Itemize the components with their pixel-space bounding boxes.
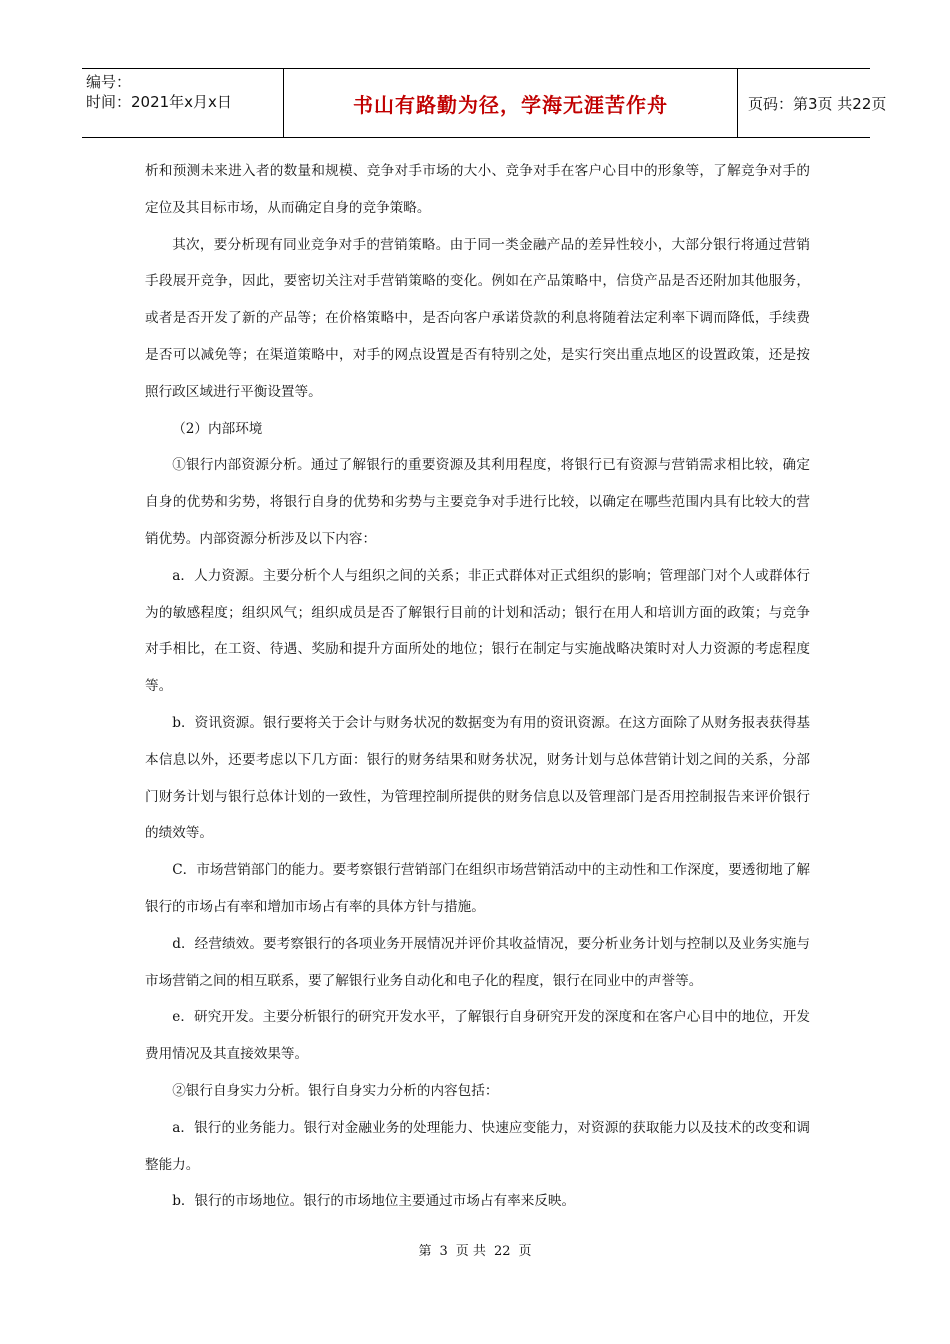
page-header xyxy=(82,68,887,138)
header-motto-cell xyxy=(284,69,738,137)
header-motto: 书山有路勤为径，学海无涯苦作舟 xyxy=(353,92,668,117)
document-date: 时间：2021年x月x日 xyxy=(86,93,232,111)
page-footer xyxy=(0,1240,950,1259)
body-paragraph: a．银行的业务能力。银行对金融业务的处理能力、快速应变能力，对资源的获取能力以及技术的改变和调整能力。 xyxy=(145,1119,810,1173)
body-paragraph: b．资讯资源。银行要将关于会计与财务状况的数据变为有用的资讯资源。在这方面除了从财务报表获得基本信息以外，还要考虑以下几方面：银行的财务结果和财务状况，财务计划与总体营销计划之间的关系，分部门财务计划与银行总体计划的一致性，为管理控制所提供的财务信息以及管理部门是否用控制报告来评价银行的绩效等。 xyxy=(145,714,810,842)
document-number-label: 编号： xyxy=(86,73,132,91)
section-heading: （2）内部环境 xyxy=(172,420,263,437)
body-paragraph: d．经营绩效。要考察银行的各项业务开展情况并评价其收益情况，要分析业务计划与控制以及业务实施与市场营销之间的相互联系，要了解银行业务自动化和电子化的程度，银行在同业中的声誉等。 xyxy=(145,935,810,989)
body-paragraph: 析和预测未来进入者的数量和规模、竞争对手市场的大小、竞争对手在客户心目中的形象等，了解竞争对手的定位及其目标市场，从而确定自身的竞争策略。 xyxy=(145,163,810,216)
body-paragraph: e．研究开发。主要分析银行的研究开发水平，了解银行自身研究开发的深度和在客户心目中的地位，开发费用情况及其直接效果等。 xyxy=(145,1009,810,1063)
footer-prefix: 第 xyxy=(418,1244,432,1259)
header-meta xyxy=(82,69,284,137)
body-paragraph: ①银行内部资源分析。通过了解银行的重要资源及其利用程度，将银行已有资源与营销需求相比较，确定自身的优势和劣势，将银行自身的优势和劣势与主要竞争对手进行比较，以确定在哪些范围内具有比较大的营销优势。内部资源分析涉及以下内容： xyxy=(145,457,810,547)
body-paragraph: a．人力资源。主要分析个人与组织之间的关系；非正式群体对正式组织的影响；管理部门对个人或群体行为的敏感程度；组织风气；组织成员是否了解银行目前的计划和活动；银行在用人和培训方面的政策；与竞争对手相比，在工资、待遇、奖励和提升方面所处的地位；银行在制定与实施战略决策时对人力资源的考虑程度等。 xyxy=(145,567,810,695)
body-paragraph: C．市场营销部门的能力。要考察银行营销部门在组织市场营销活动中的主动性和工作深度，要透彻地了解银行的市场占有率和增加市场占有率的具体方针与措施。 xyxy=(145,862,810,915)
body-paragraph: ②银行自身实力分析。银行自身实力分析的内容包括： xyxy=(172,1082,499,1099)
footer-total-pages: 22 xyxy=(493,1244,511,1259)
footer-current-page: 3 xyxy=(439,1244,448,1259)
body-paragraph: 其次，要分析现有同业竞争对手的营销策略。由于同一类金融产品的差异性较小，大部分银行将通过营销手段展开竞争，因此，要密切关注对手营销策略的变化。例如在产品策略中，信贷产品是否还附加其他服务，或者是否开发了新的产品等；在价格策略中，是否向客户承诺贷款的利息将随着法定利率下调而降低，手续费是否可以减免等；在渠道策略中，对手的网点设置是否有特别之处，是实行突出重点地区的设置政策，还是按照行政区域进行平衡设置等。 xyxy=(145,236,810,400)
header-page-info: 页码：第3页 共22页 xyxy=(748,94,887,113)
footer-mid: 页 共 xyxy=(455,1244,486,1259)
body-paragraph: b．银行的市场地位。银行的市场地位主要通过市场占有率来反映。 xyxy=(172,1193,576,1210)
footer-suffix: 页 xyxy=(518,1244,532,1259)
document-body xyxy=(145,153,810,1220)
